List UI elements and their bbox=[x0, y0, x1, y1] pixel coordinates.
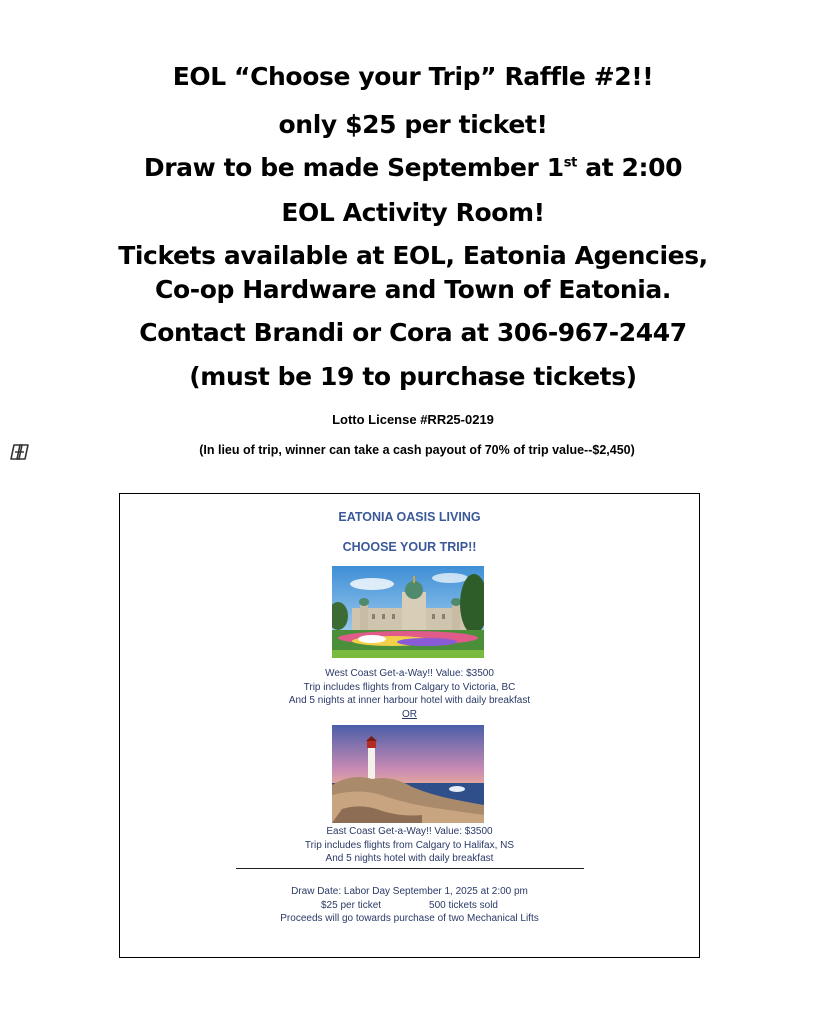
headline-location: EOL Activity Room! bbox=[281, 198, 545, 227]
headline-age-requirement: (must be 19 to purchase tickets) bbox=[189, 362, 637, 391]
copilot-icon[interactable] bbox=[8, 441, 34, 463]
draw-date-suffix: st bbox=[563, 155, 577, 171]
draw-date-text: Draw to be made September 1 bbox=[143, 153, 564, 182]
draw-info bbox=[120, 885, 699, 926]
east-coast-details bbox=[120, 825, 699, 866]
headline-contact: Contact Brandi or Cora at 306-967-2447 bbox=[139, 318, 687, 347]
west-coast-hotel: And 5 nights at inner harbour hotel with daily breakfast bbox=[288, 695, 531, 706]
east-coast-value: East Coast Get-a-Way!! Value: $3500 bbox=[326, 826, 493, 837]
tickets-sold: 500 tickets sold bbox=[429, 899, 498, 911]
west-coast-details bbox=[120, 667, 699, 721]
ticket-price: $25 per ticket bbox=[321, 899, 382, 911]
flyer-org-name: EATONIA OASIS LIVING bbox=[338, 510, 481, 524]
headline-raffle-title: EOL “Choose your Trip” Raffle #2!! bbox=[172, 62, 654, 91]
draw-time-text: at 2:00 bbox=[576, 153, 683, 182]
ticket-info-row bbox=[120, 899, 699, 913]
trip-flyer bbox=[119, 493, 700, 958]
cash-payout-note: (In lieu of trip, winner can take a cash payout of 70% of trip value--$2,450) bbox=[199, 443, 635, 457]
headline-ticket-outlets: Tickets available at EOL, Eatonia Agencies, bbox=[118, 241, 708, 270]
or-separator: OR bbox=[402, 708, 417, 720]
west-coast-flights: Trip includes flights from Calgary to Victoria, BC bbox=[303, 681, 516, 693]
flyer-draw-date: Draw Date: Labor Day September 1, 2025 at 2:00 pm bbox=[291, 886, 528, 897]
east-coast-flights: Trip includes flights from Calgary to Halifax, NS bbox=[304, 839, 515, 851]
proceeds-note: Proceeds will go towards purchase of two Mechanical Lifts bbox=[280, 913, 539, 924]
west-coast-value: West Coast Get-a-Way!! Value: $3500 bbox=[325, 668, 494, 679]
headline-price: only $25 per ticket! bbox=[278, 110, 548, 139]
peggys-cove-lighthouse-photo bbox=[332, 725, 484, 823]
headline-ticket-outlets-2: Co-op Hardware and Town of Eatonia. bbox=[155, 275, 671, 304]
flyer-divider bbox=[236, 868, 584, 869]
lotto-license: Lotto License #RR25-0219 bbox=[332, 412, 494, 427]
flyer-title: CHOOSE YOUR TRIP!! bbox=[342, 540, 477, 554]
east-coast-hotel: And 5 nights hotel with daily breakfast bbox=[325, 853, 494, 864]
victoria-parliament-photo bbox=[332, 566, 484, 658]
headline-draw-date bbox=[0, 153, 826, 182]
